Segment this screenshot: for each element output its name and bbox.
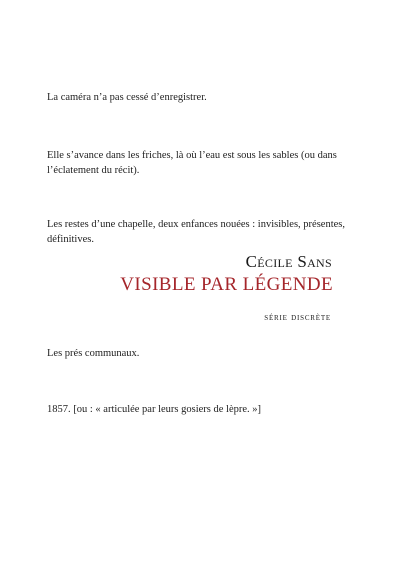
- series-name: série discrète: [264, 312, 331, 323]
- text-paragraph-1: La caméra n’a pas cessé d’enregistrer.: [47, 92, 207, 103]
- author-name: Cécile Sans: [245, 252, 332, 271]
- text-paragraph-3: Les restes d’une chapelle, deux enfances nouées : invisibles, présentes, définitives.: [47, 219, 345, 245]
- book-title: VISIBLE PAR LÉGENDE: [120, 274, 333, 295]
- text-paragraph-5: 1857. [ou : « articulée par leurs gosiers de lèpre. »]: [47, 404, 262, 415]
- text-paragraph-2: Elle s’avance dans les friches, là où l’eau est sous les sables (ou dans l’éclatement du récit).: [47, 150, 337, 176]
- text-paragraph-4: Les prés communaux.: [47, 348, 140, 359]
